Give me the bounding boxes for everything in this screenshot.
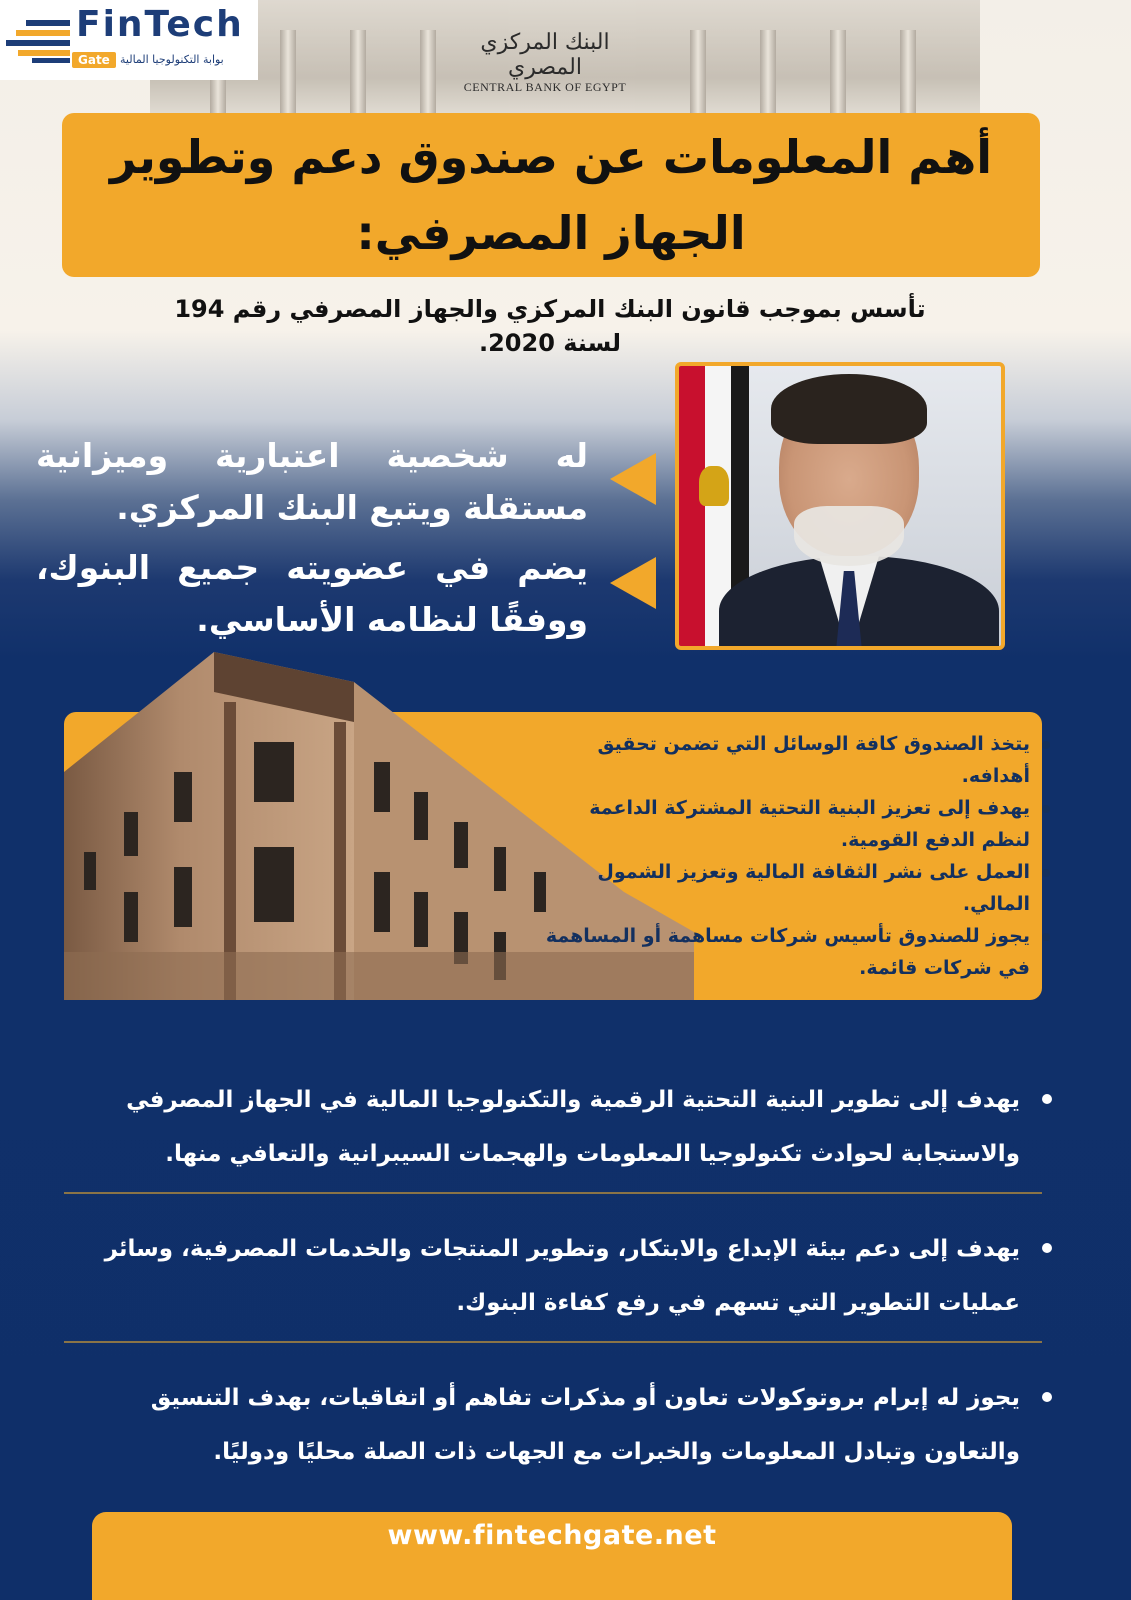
- bullet-icon: [1042, 1243, 1052, 1253]
- bullet-icon: [1042, 1094, 1052, 1104]
- arrow-left-icon: [610, 453, 656, 505]
- page-title: أهم المعلومات عن صندوق دعم وتطوير الجهاز المصرفي:: [109, 130, 993, 260]
- goals-list-item: يجوز للصندوق تأسيس شركات مساهمة أو المساهمة في شركات قائمة.: [540, 920, 1030, 984]
- fintech-gate-logo[interactable]: [0, 0, 258, 80]
- footer-website-link[interactable]: www.fintechgate.net: [387, 1520, 717, 1551]
- title-banner: [62, 113, 1040, 277]
- objective-item-1: يهدف إلى تطوير البنية التحتية الرقمية والتكنولوجيا المالية في الجهاز المصرفي والاستجابة لحوادث تكنولوجيا المعلومات والهجمات السيبرانية والتعافي منها.: [126, 1087, 1020, 1167]
- logo-subtitle: بوابة التكنولوجيا المالية: [120, 53, 224, 66]
- cbe-english-name: CENTRAL BANK OF EGYPT: [463, 80, 627, 94]
- portrait-beard: [794, 506, 904, 566]
- goals-list: [540, 728, 1052, 984]
- goals-list-item: العمل على نشر الثقافة المالية وتعزيز الشمول المالي.: [540, 856, 1030, 920]
- objective-item-3: يجوز له إبرام بروتوكولات تعاون أو مذكرات تفاهم أو اتفاقيات، بهدف التنسيق والتعاون وتبادل المعلومات والخبرات مع الجهات ذات الصلة محليًا ودوليًا.: [150, 1385, 1020, 1465]
- governor-portrait: [675, 362, 1005, 650]
- logo-brand-text: FinTech: [76, 4, 244, 45]
- section-divider: [64, 1192, 1042, 1194]
- central-bank-logo: [455, 30, 635, 95]
- logo-gate-badge: Gate: [72, 52, 116, 68]
- bullet-icon: [1042, 1392, 1052, 1402]
- feature-text-1: له شخصية اعتبارية وميزانية مستقلة ويتبع البنك المركزي.: [36, 436, 588, 527]
- speed-lines-icon: [6, 18, 72, 64]
- page-subtitle: تأسس بموجب قانون البنك المركزي والجهاز المصرفي رقم 194 لسنة 2020.: [174, 295, 926, 357]
- portrait-hair: [771, 374, 927, 444]
- cbe-arabic-name: البنك المركزي المصري: [480, 30, 610, 80]
- goals-list-item: يتخذ الصندوق كافة الوسائل التي تضمن تحقيق أهدافه.: [540, 728, 1030, 792]
- goals-list-item: يهدف إلى تعزيز البنية التحتية المشتركة الداعمة لنظم الدفع القومية.: [540, 792, 1030, 856]
- feature-text-2: يضم في عضويته جميع البنوك، ووفقًا لنظامه الأساسي.: [36, 548, 588, 639]
- eagle-emblem-icon: [699, 466, 729, 506]
- arrow-left-icon: [610, 557, 656, 609]
- footer-bar: [92, 1512, 1012, 1600]
- section-divider: [64, 1341, 1042, 1343]
- egypt-flag-red-stripe: [679, 366, 705, 646]
- objective-item-2: يهدف إلى دعم بيئة الإبداع والابتكار، وتطوير المنتجات والخدمات المصرفية، وسائر عمليات التطوير التي تسهم في رفع كفاءة البنوك.: [104, 1236, 1020, 1316]
